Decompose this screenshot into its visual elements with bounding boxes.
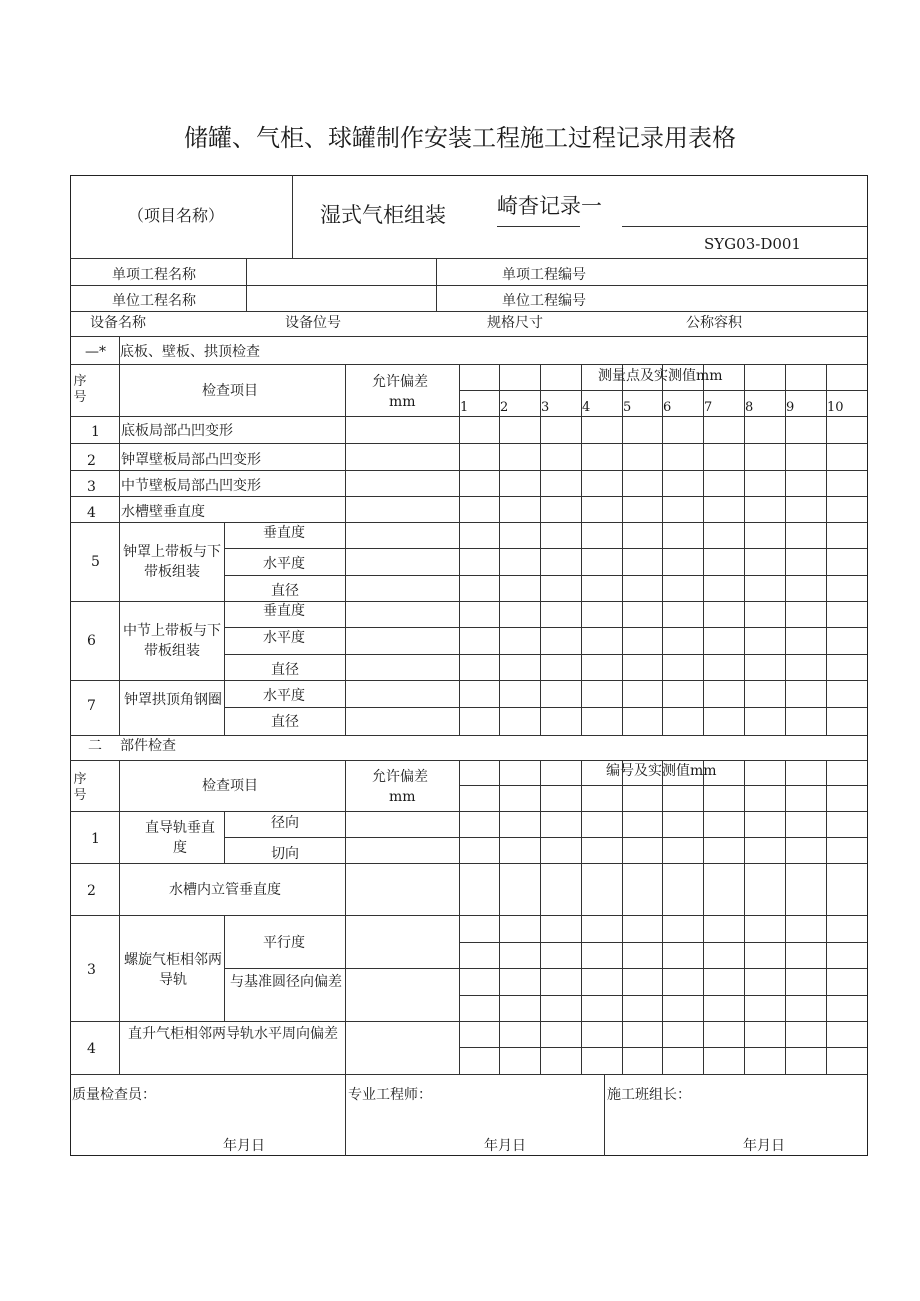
grid-line xyxy=(70,811,867,812)
grid-line xyxy=(70,336,867,337)
row-sub-item: 水平度 xyxy=(263,688,305,704)
row-number: 3 xyxy=(87,479,96,495)
point-label: 7 xyxy=(704,400,713,415)
grid-line xyxy=(70,863,867,864)
form-name: 湿式气柜组装 xyxy=(320,203,446,227)
grid-line xyxy=(224,837,867,838)
form-code: SYG03-D001 xyxy=(704,235,801,253)
grid-line xyxy=(459,760,460,1074)
grid-line xyxy=(224,575,867,576)
grid-line xyxy=(70,364,867,365)
section1-title: 底板、壁板、拱顶检查 xyxy=(120,344,260,360)
row-sub-item: 水平度 xyxy=(263,556,305,572)
grid-line xyxy=(459,1047,867,1048)
page-title: 储罐、气柜、球罐制作安装工程施工过程记录用表格 xyxy=(184,124,736,152)
unit-code-label: 单位工程编号 xyxy=(502,293,586,309)
section1-number: —* xyxy=(85,344,106,360)
grid-line xyxy=(70,522,867,523)
grid-line xyxy=(826,760,827,1074)
row-sub-item: 切向 xyxy=(271,846,299,862)
grid-line xyxy=(224,968,867,969)
row-sub-item: 垂直度 xyxy=(263,603,305,619)
row-item: 中节壁板局部凸凹变形 xyxy=(121,478,261,494)
row-item: 钟罩壁板局部凸凹变形 xyxy=(121,452,261,468)
spec-label: 规格尺寸 xyxy=(487,315,543,331)
grid-line xyxy=(662,760,663,1074)
record-name: 崎杳记录一 xyxy=(497,194,602,218)
section2-number: 二 xyxy=(88,738,102,754)
section2-col-tolerance: 允许偏差 xyxy=(372,769,428,785)
team-leader-label: 施工班组长： xyxy=(607,1087,691,1103)
row-item: 螺旋气柜相邻两导轨 xyxy=(124,952,222,988)
grid-line xyxy=(224,654,867,655)
record-form xyxy=(70,175,868,1156)
section1-col-unit: mm xyxy=(389,394,416,410)
point-label: 2 xyxy=(500,400,509,415)
grid-line xyxy=(70,601,867,602)
point-label: 6 xyxy=(663,400,672,415)
grid-line xyxy=(70,258,867,259)
grid-line xyxy=(604,1074,605,1156)
section2-col-no: 序号 xyxy=(73,772,87,803)
section1-col-tolerance: 允许偏差 xyxy=(372,374,428,390)
row-number: 2 xyxy=(87,883,96,899)
grid-line xyxy=(224,522,225,735)
grid-line xyxy=(459,995,867,996)
date-label: 年月日 xyxy=(223,1138,265,1154)
row-item: 水槽壁垂直度 xyxy=(121,504,205,520)
grid-line xyxy=(70,496,867,497)
grid-line xyxy=(581,760,582,1074)
section2-title: 部件检查 xyxy=(120,738,176,754)
grid-line xyxy=(70,1074,867,1075)
row-sub-item: 径向 xyxy=(271,815,299,831)
grid-line xyxy=(497,226,580,227)
grid-line xyxy=(224,548,867,549)
row-item: 钟罩拱顶角钢圈 xyxy=(124,692,222,708)
row-item: 直升气柜相邻两导轨水平周向偏差 xyxy=(128,1026,338,1042)
row-sub-item: 直径 xyxy=(271,714,299,730)
single-item-name-label: 单项工程名称 xyxy=(112,267,196,283)
grid-line xyxy=(785,760,786,1074)
section2-col-measure: 编号及实测值mm xyxy=(606,763,717,779)
grid-line xyxy=(703,760,704,1074)
grid-line xyxy=(459,390,867,391)
quality-inspector-label: 质量检查员： xyxy=(72,1087,156,1103)
section1-col-no: 序号 xyxy=(73,374,87,405)
row-item: 水槽内立管垂直度 xyxy=(169,882,281,898)
grid-line xyxy=(70,760,867,761)
date-label: 年月日 xyxy=(743,1138,785,1154)
grid-line xyxy=(345,1074,346,1156)
grid-line xyxy=(744,760,745,1074)
section2-col-unit: mm xyxy=(389,789,416,805)
point-label: 8 xyxy=(745,400,754,415)
row-sub-item: 水平度 xyxy=(263,630,305,646)
row-item: 中节上带板与下带板组装 xyxy=(123,623,221,659)
grid-line xyxy=(70,285,867,286)
point-label: 10 xyxy=(827,400,844,415)
grid-line xyxy=(70,443,867,444)
row-sub-item: 垂直度 xyxy=(263,525,305,541)
grid-line xyxy=(70,416,867,417)
row-sub-item: 平行度 xyxy=(263,935,305,951)
engineer-label: 专业工程师： xyxy=(348,1087,432,1103)
grid-line xyxy=(436,258,437,311)
point-label: 3 xyxy=(541,400,550,415)
section1-col-item: 检查项目 xyxy=(202,383,258,399)
row-number: 4 xyxy=(87,505,96,521)
row-number: 5 xyxy=(91,554,100,570)
date-label: 年月日 xyxy=(484,1138,526,1154)
row-number: 4 xyxy=(87,1041,96,1057)
grid-line xyxy=(70,1021,867,1022)
project-name-label: （项目名称） xyxy=(128,206,225,225)
grid-line xyxy=(499,760,500,1074)
grid-line xyxy=(119,336,120,735)
row-number: 3 xyxy=(87,962,96,978)
row-item: 底板局部凸凹变形 xyxy=(121,423,233,439)
grid-line xyxy=(622,226,867,227)
row-sub-item: 直径 xyxy=(271,662,299,678)
row-number: 7 xyxy=(87,698,96,714)
row-item: 直导轨垂直度 xyxy=(145,820,215,856)
nominal-volume-label: 公称容积 xyxy=(686,315,742,331)
row-number: 1 xyxy=(91,424,100,440)
point-label: 4 xyxy=(582,400,591,415)
grid-line xyxy=(70,680,867,681)
row-item: 钟罩上带板与下带板组装 xyxy=(123,544,221,580)
grid-line xyxy=(246,258,247,311)
grid-line xyxy=(224,627,867,628)
grid-line xyxy=(622,760,623,1074)
row-number: 6 xyxy=(87,633,96,649)
row-sub-item: 与基准圆径向偏差 xyxy=(230,974,342,990)
grid-line xyxy=(70,735,867,736)
grid-line xyxy=(70,311,867,312)
grid-line xyxy=(70,915,867,916)
grid-line xyxy=(459,785,867,786)
grid-line xyxy=(292,175,293,258)
single-item-code-label: 单项工程编号 xyxy=(502,267,586,283)
point-label: 5 xyxy=(623,400,632,415)
grid-line xyxy=(70,470,867,471)
grid-line xyxy=(459,942,867,943)
equipment-location-label: 设备位号 xyxy=(285,315,341,331)
point-label: 1 xyxy=(460,400,469,415)
section2-col-item: 检查项目 xyxy=(202,778,258,794)
row-number: 1 xyxy=(91,831,100,847)
row-number: 2 xyxy=(87,453,96,469)
section1-col-measure: 测量点及实测值mm xyxy=(598,368,723,384)
row-sub-item: 直径 xyxy=(271,583,299,599)
point-label: 9 xyxy=(786,400,795,415)
grid-line xyxy=(540,760,541,1074)
grid-line xyxy=(224,707,867,708)
equipment-name-label: 设备名称 xyxy=(90,315,146,331)
unit-name-label: 单位工程名称 xyxy=(112,293,196,309)
